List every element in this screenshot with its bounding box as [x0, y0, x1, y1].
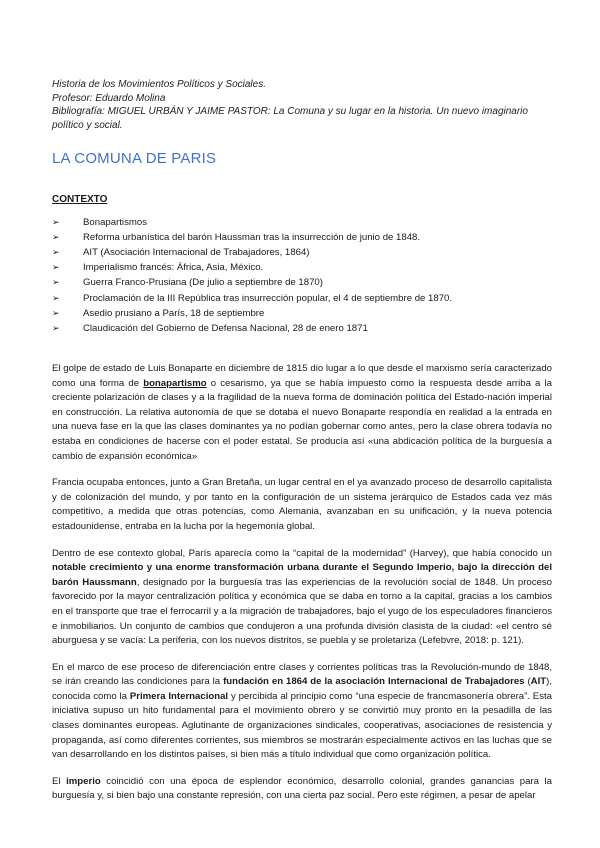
arrow-bullet-icon: ➢ — [52, 232, 60, 243]
list-item-text: Asedio prusiano a París, 18 de septiembre — [83, 307, 265, 319]
paragraph-bonapartism — [52, 362, 552, 464]
list-item — [52, 290, 552, 305]
course-title: Historia de los Movimientos Políticos y Sociales. — [52, 79, 266, 90]
professor: Profesor: Eduardo Molina — [52, 92, 166, 104]
emphasis-text: AIT — [530, 676, 547, 688]
paragraph-paris-modernity — [52, 547, 552, 649]
paragraph-text: El golpe de estado de Luis Bonaparte en diciembre de 1815 dio lugar a lo que desde el marxismo sería caracterizado como una forma de — [52, 363, 552, 389]
arrow-bullet-icon: ➢ — [52, 307, 60, 318]
list-item — [52, 245, 552, 260]
bibliography: Bibliografía: MIGUEL URBÁN Y JAIME PASTOR: La Comuna y su lugar en la historia. Un nuevo imaginario político y social. — [52, 106, 528, 131]
paragraph-france-context: Francia ocupaba entonces, junto a Gran Bretaña, un lugar central en el ya avanzado proceso de desarrollo capitalista y de colonización del mundo, y por tanto en la configuración de un sistema jerárquico de Estados cada vez más competitivo, a medida que otras potencias, como Alemania, avanzaban en su unificación, y la nueva potencia estadounidense, entraba en la lucha por la hegemonía global. — [52, 477, 552, 532]
arrow-bullet-icon: ➢ — [52, 262, 60, 273]
paragraph-text: y percibida al principio como “una especie de francmasonería obrera”. Esta iniciativa supuso un hito fundamental para el movimiento obrero y se convirtió muy pronto en la pesadilla de las clases dominantes europeas. Aglutinante de organizaciones sindicales, cooperativas, asociaciones de resistencia y propaganda, así como diferentes corrientes, sus miembros se mostrarán especialmente activos en las luchas que se van desarrollando en los distintos países, si bien más a título individual que como organización política. — [52, 690, 553, 761]
paragraph-text: coincidió con una época de esplendor económico, desarrollo colonial, grandes ganancias para la burguesía y, si bien bajo una constante represión, con una cierta paz social. Pero este régimen, a pesar de apelar — [52, 775, 552, 802]
context-list — [52, 215, 552, 336]
document-body — [52, 362, 552, 816]
emphasis-text: imperio — [66, 775, 101, 787]
paragraph-text: Dentro de ese contexto global, París aparecía como la “capital de la modernidad” (Harvey), que había conocido un — [52, 547, 552, 559]
paragraph-text: ), conocida como la — [52, 676, 552, 702]
paragraph-text: En el marco de ese proceso de diferenciación entre clases y corrientes políticas tras la Revolución-mundo de 1848, se irán creando las condiciones para la — [52, 661, 552, 688]
list-item — [52, 275, 552, 290]
section-heading: CONTEXTO — [52, 194, 108, 205]
paragraph-text: ( — [524, 676, 531, 688]
list-item — [52, 260, 552, 275]
list-item-text: Imperialismo francés: África, Asia, México. — [83, 262, 264, 274]
paragraph-text: o cesarismo, ya que se había impuesto como la respuesta desde arriba a la creciente polarización de clases y a la fragilidad de la nueva forma de dominación política del Estado-nación imperial en construcción. La relativa autonomía de que se dotaba el nuevo Bonaparte respondía en realidad a la entrada en una nueva fase en la que las clases dominantes ya no podían gobernar como antes, pero la clase obrera todavía no estaba en condiciones de hacerse con el poder estatal. Se producía así «una abdicación política de la burguesía a cambio de expansión económica» — [52, 377, 552, 462]
list-item — [52, 306, 552, 321]
page-title: LA COMUNA DE PARIS — [52, 150, 217, 167]
paragraph-empire — [52, 775, 552, 804]
list-item-text: Bonapartismos — [83, 217, 147, 229]
paragraph-text: , designado por la burguesía tras las experiencias de la revolución social de 1848. Un proceso favorecido por la mayor centralización política y económica que se daba en torno a la capital, gracias a los cambios en el transporte que trae el ferrocarril y a la migración de trabajadores, bajo el yugo de los especuladores financieros e inmobiliarios. Un conjunto de cambios que condujeron a una profunda división clasista de la ciudad: «el centro sé aburguesa y se vacía: La periferia, con los nuevos distritos, se puebla y se proletariza (Lefebvre, 2018: p. 121). — [52, 576, 552, 647]
list-item-text: Claudicación del Gobierno de Defensa Nacional, 28 de enero 1871 — [83, 322, 368, 334]
emphasis-text: bonapartismo — [143, 377, 207, 389]
list-item-text: Guerra Franco-Prusiana (De julio a septiembre de 1870) — [83, 277, 323, 289]
list-item-text: Proclamación de la III República tras insurrección popular, el 4 de septiembre de 1870. — [83, 292, 453, 304]
arrow-bullet-icon: ➢ — [52, 322, 60, 333]
emphasis-text: notable crecimiento y una enorme transformación urbana durante el Segundo Imperio, bajo la dirección del barón Haussmann — [52, 562, 552, 588]
list-item-text: AIT (Asociación Internacional de Trabajadores, 1864) — [83, 247, 310, 259]
arrow-bullet-icon: ➢ — [52, 247, 60, 258]
emphasis-text: fundación en 1864 de la asociación Internacional de Trabajadores — [223, 676, 525, 688]
arrow-bullet-icon: ➢ — [52, 292, 60, 303]
list-item — [52, 321, 552, 336]
paragraph-text: El — [52, 775, 67, 787]
emphasis-text: Primera Internacional — [129, 690, 229, 702]
list-item — [52, 215, 552, 230]
document-header — [52, 78, 552, 132]
arrow-bullet-icon: ➢ — [52, 217, 60, 228]
paragraph-international — [52, 661, 552, 763]
arrow-bullet-icon: ➢ — [52, 277, 60, 288]
list-item-text: Reforma urbanística del barón Haussman tras la insurrección de junio de 1848. — [83, 232, 421, 244]
list-item — [52, 230, 552, 245]
